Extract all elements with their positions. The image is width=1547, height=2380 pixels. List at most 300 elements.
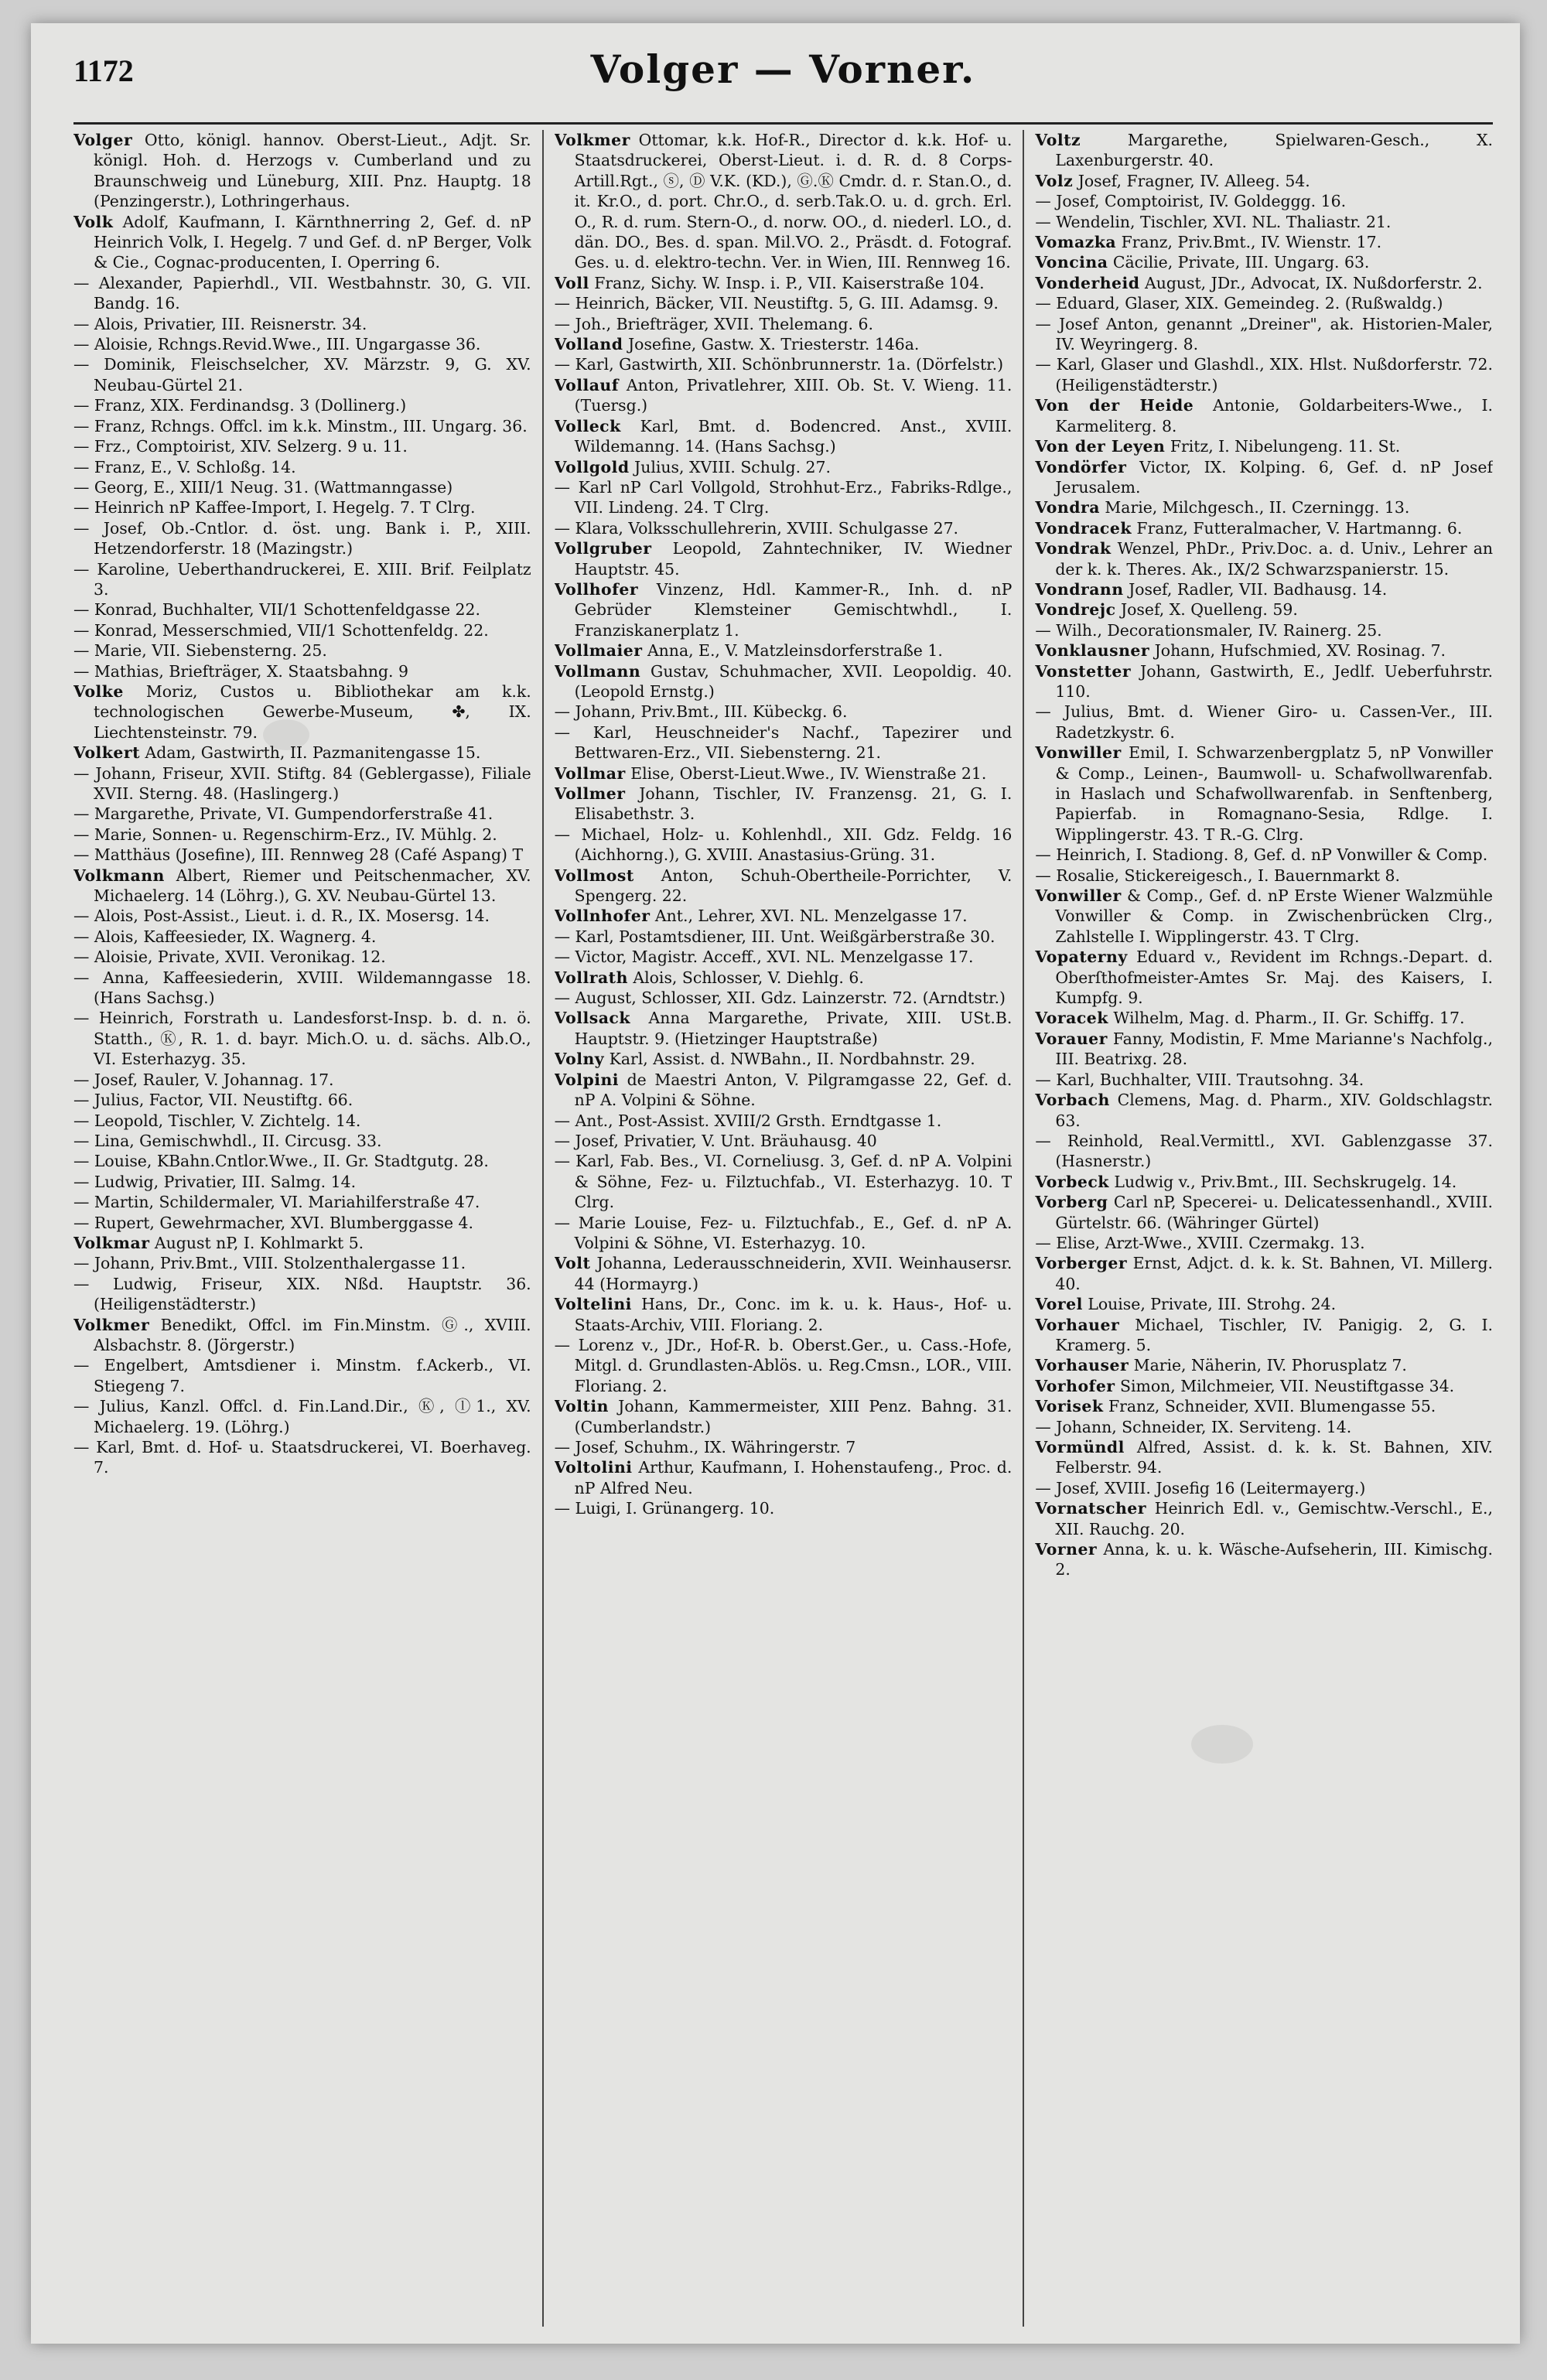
directory-entry	[73, 354, 531, 395]
entry-details: — Karl, Postamtsdiener, III. Unt. Weißgärberstraße 30.	[554, 927, 995, 946]
directory-entry	[1035, 1192, 1493, 1233]
directory-entry	[73, 825, 531, 845]
entry-details: — Alois, Kaffeesieder, IX. Wagnerg. 4.	[73, 927, 377, 946]
directory-entry	[73, 130, 531, 212]
directory-entry	[73, 212, 531, 273]
entry-details: — Ludwig, Friseur, XIX. Nßd. Hauptstr. 36. (Heiligenstädterstr.)	[73, 1274, 531, 1314]
directory-entry	[555, 477, 1013, 518]
directory-entry	[1035, 1498, 1493, 1539]
directory-entry	[73, 661, 531, 681]
entry-details: — Joh., Briefträger, XVII. Thelemang. 6.	[554, 314, 873, 333]
entry-details: August, JDr., Advocat, IX. Nußdorferstr. 2.	[1139, 273, 1483, 292]
entry-details: — Josef, Schuhm., IX. Währingerstr. 7	[554, 1438, 856, 1456]
column-1	[73, 130, 531, 2327]
entry-details: — Marie, Sonnen- u. Regenschirm-Erz., IV. Mühlg. 2.	[73, 825, 497, 844]
entry-details: & Comp., Gef. d. nP Erste Wiener Walzmühle Vonwiller & Comp. in Zwischenbrücken Clrg., Zahlstelle I. Wipplingerstr. 43. T Clrg.	[1055, 886, 1494, 946]
entry-details: — Dominik, Fleischselcher, XV. Märzstr. 9, G. XV. Neubau-Gürtel 21.	[73, 355, 531, 394]
entry-details: Johann, Kammermeister, XIII Penz. Bahng. 31. (Cumberlandstr.)	[574, 1397, 1013, 1436]
entry-details: Johann, Hufschmied, XV. Rosinag. 7.	[1149, 641, 1446, 661]
directory-entry	[1035, 579, 1493, 599]
entry-details: Anton, Schuh-Obertheile-Porrichter, V. Spengerg. 22.	[574, 866, 1013, 906]
directory-entry	[1035, 1539, 1493, 1580]
directory-entry	[555, 1111, 1013, 1131]
directory-entry	[1035, 640, 1493, 661]
entry-details: Moriz, Custos u. Bibliothekar am k.k. technologischen Gewerbe-Museum, ✤, IX. Liechtensteinstr. 79.	[94, 681, 531, 742]
directory-entry	[555, 1253, 1013, 1294]
entry-details: Josef, Fragner, IV. Alleeg. 54.	[1073, 171, 1310, 190]
entry-details: Anna Margarethe, Private, XIII. USt.B. Hauptstr. 9. (Hietzinger Hauptstraße)	[574, 1009, 1013, 1048]
entry-details: Antonie, Goldarbeiters-Wwe., I. Karmeliterg. 8.	[1055, 396, 1494, 435]
entry-details: August nP, I. Kohlmarkt 5.	[149, 1233, 364, 1252]
column-2	[555, 130, 1013, 2327]
entry-surname: Vorhofer	[1035, 1376, 1115, 1395]
directory-entry	[73, 1111, 531, 1131]
entry-details: Gustav, Schuhmacher, XVII. Leopoldig. 40. (Leopold Ernstg.)	[574, 661, 1013, 701]
entry-details: Eduard v., Revident im Rchngs.-Depart. d. Oberſthofmeister-Amtes Sr. Maj. des Kaisers, I. Kumpfg. 9.	[1055, 948, 1494, 1008]
entry-surname: Von der Leyen	[1035, 437, 1166, 456]
entry-surname: Vorner	[1035, 1540, 1098, 1559]
entry-details: — Alexander, Papierhdl., VII. Westbahnstr. 30, G. VII. Bandg. 16.	[73, 273, 531, 313]
directory-entry	[555, 1070, 1013, 1111]
directory-entry	[555, 273, 1013, 293]
entry-surname: Vondrejc	[1035, 600, 1116, 620]
entry-surname: Voltolini	[554, 1458, 633, 1477]
directory-entry	[1035, 497, 1493, 517]
directory-entry	[1035, 130, 1493, 171]
entry-details: — Marie Louise, Fez- u. Filztuchfab., E., Gef. d. nP A. Volpini & Söhne, VI. Esterhazyg. 10.	[554, 1213, 1013, 1252]
entry-details: — Karl, Bmt. d. Hof- u. Staatsdruckerei, VI. Boerhaveg. 7.	[73, 1438, 531, 1477]
directory-entry	[555, 416, 1013, 457]
entry-surname: Volland	[554, 335, 623, 354]
directory-entry	[73, 1315, 531, 1356]
directory-entry	[1035, 1070, 1493, 1090]
directory-entry	[1035, 314, 1493, 355]
directory-entry	[555, 293, 1013, 313]
entry-details: — Julius, Factor, VII. Neustiftg. 66.	[73, 1091, 353, 1110]
entry-details: — Franz, E., V. Schloßg. 14.	[73, 457, 296, 476]
entry-surname: Volger	[73, 131, 133, 149]
entry-surname: Vomazka	[1035, 233, 1117, 252]
entry-details: Carl nP, Specerei- u. Delicatessenhandl., XVIII. Gürtelstr. 66. (Währinger Gürtel)	[1055, 1193, 1494, 1232]
directory-entry	[73, 1008, 531, 1069]
directory-entry	[555, 1437, 1013, 1457]
directory-entry	[73, 1172, 531, 1192]
directory-entry	[73, 620, 531, 640]
entry-details: Ludwig v., Priv.Bmt., III. Sechskrugelg. 14.	[1108, 1172, 1457, 1191]
directory-entry	[73, 1355, 531, 1396]
directory-entry	[555, 1457, 1013, 1498]
directory-entry	[73, 1213, 531, 1233]
entry-details: Vinzenz, Hdl. Kammer-R., Inh. d. nP Gebrüder Klemsteiner Gemischtwhdl., I. Franziskanerplatz 1.	[574, 579, 1013, 640]
directory-entry	[555, 130, 1013, 273]
entry-details: — Johann, Priv.Bmt., VIII. Stolzenthalergasse 11.	[73, 1254, 466, 1273]
entry-surname: Volz	[1035, 171, 1074, 190]
entry-details: Franz, Futteralmacher, V. Hartmanng. 6.	[1131, 518, 1463, 538]
entry-surname: Voracek	[1035, 1009, 1108, 1028]
entry-surname: Von der Heide	[1035, 396, 1194, 415]
entry-surname: Vorberg	[1035, 1193, 1108, 1212]
entry-details: Emil, I. Schwarzenbergplatz 5, nP Vonwiller & Comp., Leinen-, Baumwoll- u. Schafwollwarenfab. in Haslach und Schafwollwarenfab. in Senftenberg, Papierfab. in Romagnano-Sesia, Rdlge. I. Wipplingerstr. 43. T R.-G. Clrg.	[1055, 743, 1494, 844]
entry-surname: Vorbeck	[1035, 1172, 1109, 1191]
directory-entry	[1035, 395, 1493, 436]
entry-details: Josef, Radler, VII. Badhausg. 14.	[1123, 579, 1388, 599]
entry-details: Fritz, I. Nibelungeng. 11. St.	[1165, 437, 1401, 456]
directory-entry	[73, 804, 531, 824]
entry-surname: Vollgold	[554, 457, 630, 476]
entry-details: Heinrich Edl. v., Gemischtw.-Verschl., E., XII. Rauchg. 20.	[1055, 1499, 1494, 1538]
directory-entry	[1035, 191, 1493, 211]
directory-entry	[555, 1151, 1013, 1212]
directory-entry	[1035, 1029, 1493, 1070]
entry-details: — Julius, Bmt. d. Wiener Giro- u. Cassen-Ver., III. Radetzkystr. 6.	[1035, 702, 1494, 742]
entry-surname: Vornatscher	[1035, 1499, 1147, 1518]
entry-details: — Anna, Kaffeesiederin, XVIII. Wildemanngasse 18. (Hans Sachsg.)	[73, 968, 531, 1008]
entry-details: — Engelbert, Amtsdiener i. Minstm. f.Ackerb., VI. Stiegeng 7.	[73, 1356, 531, 1395]
entry-surname: Vonwiller	[1035, 886, 1122, 906]
directory-entry	[555, 579, 1013, 640]
entry-details: Franz, Sichy. W. Insp. i. P., VII. Kaiserstraße 104.	[589, 273, 985, 292]
entry-details: — Johann, Schneider, IX. Serviteng. 14.	[1035, 1417, 1352, 1436]
directory-entry	[73, 845, 531, 865]
directory-entry	[555, 1131, 1013, 1151]
entry-details: — Michael, Holz- u. Kohlenhdl., XII. Gdz. Feldg. 16 (Aichhorng.), G. XVIII. Anastasius-Grüng. 31.	[554, 825, 1013, 865]
entry-details: — Eduard, Glaser, XIX. Gemeindeg. 2. (Rußwaldg.)	[1035, 294, 1443, 313]
directory-entry	[555, 947, 1013, 967]
directory-entry	[73, 743, 531, 763]
entry-details: Josefine, Gastw. X. Triesterstr. 146a.	[623, 335, 920, 354]
directory-entry	[555, 375, 1013, 416]
directory-entry	[555, 968, 1013, 988]
entry-details: Josef, X. Quelleng. 59.	[1115, 600, 1298, 620]
entry-details: Adolf, Kaufmann, I. Kärnthnerring 2, Gef. d. nP Heinrich Volk, I. Hegelg. 7 und Gef. d. nP Berger, Volk & Cie., Cognac-producenten, I. Operring 6.	[94, 212, 531, 272]
directory-entry	[73, 1437, 531, 1478]
entry-details: — Josef, Ob.-Cntlor. d. öst. ung. Bank i. P., XIII. Hetzendorferstr. 18 (Mazingstr.)	[73, 518, 531, 558]
directory-entry	[73, 599, 531, 620]
directory-entry	[555, 784, 1013, 825]
directory-entry	[73, 457, 531, 477]
directory-entry	[1035, 1376, 1493, 1396]
entry-details: Fanny, Modistin, F. Mme Marianne's Nachfolg., III. Beatrixg. 28.	[1055, 1029, 1494, 1069]
directory-page	[31, 23, 1520, 2344]
directory-entry	[555, 538, 1013, 579]
entry-surname: Volt	[554, 1254, 591, 1273]
entry-details: Louise, Private, III. Strohg. 24.	[1082, 1295, 1337, 1314]
entry-details: — Aloisie, Rchngs.Revid.Wwe., III. Ungargasse 36.	[73, 335, 481, 354]
entry-details: — Josef, XVIII. Josefig 16 (Leitermayerg.)	[1035, 1478, 1366, 1497]
directory-entry	[1035, 743, 1493, 845]
directory-entry	[73, 681, 531, 743]
directory-entry	[1035, 866, 1493, 886]
entry-surname: Vopaterny	[1035, 948, 1128, 967]
entry-details: Wenzel, PhDr., Priv.Doc. a. d. Univ., Lehrer an der k. k. Theres. Ak., IX/2 Schwarzspanierstr. 15.	[1055, 539, 1494, 579]
entry-surname: Volk	[73, 212, 114, 231]
entry-details: — Alois, Privatier, III. Reisnerstr. 34.	[73, 314, 367, 333]
entry-surname: Volke	[73, 681, 124, 701]
directory-entry	[73, 395, 531, 415]
entry-details: Julius, XVIII. Schulg. 27.	[629, 457, 831, 476]
entry-details: Johann, Gastwirth, E., Jedlf. Ueberfuhrstr. 110.	[1055, 661, 1494, 701]
entry-details: Karl, Bmt. d. Bodencred. Anst., XVIII. Wildemanng. 14. (Hans Sachsg.)	[574, 416, 1013, 456]
entry-details: Hans, Dr., Conc. im k. u. k. Haus-, Hof- u. Staats-Archiv, VIII. Floriang. 2.	[574, 1295, 1013, 1334]
directory-entry	[1035, 661, 1493, 702]
entry-details: — Josef, Rauler, V. Johannag. 17.	[73, 1070, 334, 1089]
directory-entry	[555, 702, 1013, 722]
entry-details: Clemens, Mag. d. Pharm., XIV. Goldschlagstr. 63.	[1055, 1091, 1494, 1130]
directory-entry	[1035, 1315, 1493, 1356]
directory-entry	[73, 334, 531, 354]
entry-surname: Vorel	[1035, 1295, 1083, 1314]
directory-entry	[73, 866, 531, 907]
entry-surname: Vorhauer	[1035, 1315, 1120, 1334]
entry-details: — Wendelin, Tischler, XVI. NL. Thaliastr. 21.	[1035, 212, 1392, 231]
directory-entry	[555, 457, 1013, 477]
directory-entry	[1035, 518, 1493, 538]
directory-entry	[555, 661, 1013, 702]
entry-details: — Ludwig, Privatier, III. Salmg. 14.	[73, 1172, 357, 1191]
directory-entry	[73, 273, 531, 314]
directory-entry	[1035, 947, 1493, 1008]
directory-entry	[73, 477, 531, 497]
directory-entry	[73, 436, 531, 456]
entry-details: — Karl, Glaser und Glashdl., XIX. Hlst. Nußdorferstr. 72. (Heiligenstädterstr.)	[1035, 355, 1494, 394]
directory-entry	[1035, 1172, 1493, 1192]
entry-details: de Maestri Anton, V. Pilgramgasse 22, Gef. d. nP A. Volpini & Söhne.	[574, 1070, 1013, 1110]
entry-details: — Alois, Post-Assist., Lieut. i. d. R., IX. Mosersg. 14.	[73, 907, 490, 926]
entry-surname: Vonwiller	[1035, 743, 1122, 763]
entry-surname: Vorberger	[1035, 1254, 1128, 1273]
entry-details: — Heinrich nP Kaffee-Import, I. Hegelg. 7. T Clrg.	[73, 498, 476, 517]
entry-surname: Voncina	[1035, 253, 1108, 272]
directory-entry	[73, 314, 531, 334]
directory-entry	[73, 1396, 531, 1437]
directory-entry	[73, 640, 531, 661]
directory-entry	[555, 518, 1013, 538]
entry-details: — August, Schlosser, XII. Gdz. Lainzerstr. 72. (Arndtstr.)	[554, 989, 1006, 1008]
directory-entry	[1035, 252, 1493, 272]
entry-details: — Josef, Privatier, V. Unt. Bräuhausg. 40	[554, 1131, 877, 1150]
entry-details: — Victor, Magistr. Acceff., XVI. NL. Menzelgasse 17.	[554, 948, 974, 967]
directory-entry	[1035, 457, 1493, 498]
column-divider	[1023, 130, 1024, 2327]
entry-details: Otto, königl. hannov. Oberst-Lieut., Adjt. Sr. königl. Hoh. d. Herzogs v. Cumberland und zu Braunschweig und Lüneburg, XIII. Pnz. Hauptg. 18 (Penzingerstr.), Lothringerhaus.	[94, 131, 531, 211]
entry-details: Michael, Tischler, IV. Panigig. 2, G. I. Kramerg. 5.	[1055, 1315, 1494, 1354]
directory-entry	[73, 1274, 531, 1315]
entry-details: Franz, Priv.Bmt., IV. Wienstr. 17.	[1116, 233, 1382, 252]
entry-surname: Vondra	[1035, 498, 1100, 517]
entry-surname: Vollmer	[554, 784, 626, 803]
directory-entry	[555, 1396, 1013, 1437]
directory-entry	[555, 722, 1013, 763]
directory-entry	[73, 1253, 531, 1273]
entry-details: — Karoline, Ueberthandruckerei, E. XIII. Brif. Feilplatz 3.	[73, 559, 531, 599]
entry-details: — Luigi, I. Grünangerg. 10.	[554, 1499, 775, 1518]
entry-details: — Karl, Gastwirth, XII. Schönbrunnerstr. 1a. (Dörfelstr.)	[554, 355, 1004, 374]
entry-details: Benedikt, Offcl. im Fin.Minstm. Ⓖ., XVIII. Alsbachstr. 8. (Jörgerstr.)	[94, 1315, 531, 1354]
directory-entry	[73, 1233, 531, 1253]
directory-entry	[555, 354, 1013, 374]
entry-surname: Vonstetter	[1035, 661, 1132, 681]
entry-surname: Volpini	[554, 1070, 620, 1089]
entry-surname: Vonderheid	[1035, 273, 1140, 292]
entry-details: — Lina, Gemischwhdl., II. Circusg. 33.	[73, 1131, 382, 1150]
directory-entry	[73, 1151, 531, 1171]
entry-surname: Vollmost	[554, 866, 634, 885]
directory-entry	[1035, 1294, 1493, 1314]
entry-details: — Marie, VII. Siebensterng. 25.	[73, 641, 327, 661]
directory-entry	[1035, 538, 1493, 579]
entry-details: Ottomar, k.k. Hof-R., Director d. k.k. Hof- u. Staatsdruckerei, Oberst-Lieut. i. d. R. d. 8 Corps-Artill.Rgt., ⓢ, Ⓓ V.K. (KD.), Ⓖ.Ⓚ Cmdr. d. r. Stan.O., d. it. Kr.O., d. port. Chr.O., d. serb.Tak.O. u. d. grch. Erl. O., R. d. rum. Stern-O., d. norw. OO., d. niederl. LO., d. dän. DO., Bes. d. span. Mil.VO. 2., Präsdt. d. Fotograf. Ges. u. d. elektro-techn. Ver. in Wien, III. Rennweg 16.	[574, 131, 1013, 272]
entry-surname: Volleck	[554, 416, 621, 435]
entry-details: Anna, k. u. k. Wäsche-Aufseherin, III. Kimischg. 2.	[1055, 1540, 1494, 1579]
directory-entry	[73, 416, 531, 436]
entry-surname: Vorhauser	[1035, 1356, 1129, 1375]
directory-entry	[73, 763, 531, 804]
directory-entry	[555, 825, 1013, 866]
directory-entry	[555, 640, 1013, 661]
directory-entry	[73, 1131, 531, 1151]
entry-surname: Vonklausner	[1035, 641, 1150, 661]
directory-entry	[1035, 273, 1493, 293]
entry-details: Marie, Milchgesch., II. Czerningg. 13.	[1099, 498, 1410, 517]
entry-details: — Mathias, Briefträger, X. Staatsbahng. 9	[73, 661, 408, 681]
header-rule	[73, 122, 1493, 125]
directory-entry	[555, 1049, 1013, 1069]
entry-details: — Frz., Comptoirist, XIV. Selzerg. 9 u. 11.	[73, 437, 408, 456]
entry-details: — Leopold, Tischler, V. Zichtelg. 14.	[73, 1111, 361, 1130]
directory-entry	[555, 314, 1013, 334]
directory-entry	[73, 1192, 531, 1212]
directory-entry	[73, 927, 531, 947]
entry-details: Franz, Schneider, XVII. Blumengasse 55.	[1103, 1397, 1436, 1416]
directory-entry	[1035, 1090, 1493, 1131]
entry-details: Ant., Lehrer, XVI. NL. Menzelgasse 17.	[650, 907, 968, 926]
entry-details: — Heinrich, Forstrath u. Landesforst-Insp. b. d. n. ö. Statth., Ⓚ, R. 1. d. bayr. Mich.O. u. d. sächs. Alb.O., VI. Esterhazyg. 35.	[73, 1009, 531, 1069]
running-head: Volger — Vorner.	[590, 46, 976, 92]
column-3	[1035, 130, 1493, 2327]
entry-surname: Vollrath	[554, 968, 628, 987]
entry-details: Leopold, Zahntechniker, IV. Wiedner Hauptstr. 45.	[574, 539, 1013, 579]
page-number: 1172	[73, 53, 134, 88]
directory-entry	[1035, 212, 1493, 232]
entry-details: — Martin, Schildermaler, VI. Mariahilferstraße 47.	[73, 1193, 480, 1212]
directory-entry	[555, 334, 1013, 354]
entry-surname: Volny	[554, 1050, 605, 1069]
entry-details: Adam, Gastwirth, II. Pazmanitengasse 15.	[140, 743, 481, 763]
directory-entry	[555, 866, 1013, 907]
directory-entry	[73, 1090, 531, 1110]
entry-details: Anton, Privatlehrer, XIII. Ob. St. V. Wieng. 11. (Tuersg.)	[574, 375, 1013, 415]
entry-surname: Vondrann	[1035, 579, 1124, 599]
directory-entry	[555, 1498, 1013, 1518]
entry-details: — Klara, Volksschullehrerin, XVIII. Schulgasse 27.	[554, 518, 959, 538]
entry-surname: Vorisek	[1035, 1397, 1104, 1416]
entry-details: — Aloisie, Private, XVII. Veronikag. 12.	[73, 948, 386, 967]
entry-surname: Vormündl	[1035, 1438, 1125, 1456]
entry-details: — Julius, Kanzl. Offcl. d. Fin.Land.Dir., Ⓚ, ⓛ1., XV. Michaelerg. 19. (Löhrg.)	[73, 1397, 531, 1436]
directory-entry	[1035, 1233, 1493, 1253]
directory-entry	[73, 968, 531, 1009]
entry-details: Margarethe, Spielwaren-Gesch., X. Laxenburgerstr. 40.	[1055, 131, 1494, 170]
directory-entry	[555, 1213, 1013, 1254]
directory-entry	[555, 1294, 1013, 1335]
entry-details: — Karl nP Carl Vollgold, Strohhut-Erz., Fabriks-Rdlge., VII. Lindeng. 24. T Clrg.	[554, 477, 1013, 517]
directory-entry	[1035, 845, 1493, 865]
entry-surname: Vollsack	[554, 1009, 630, 1028]
entry-details: — Ant., Post-Assist. XVIII/2 Grsth. Erndtgasse 1.	[554, 1111, 942, 1130]
entry-surname: Volkmar	[73, 1233, 150, 1252]
entry-details: Victor, IX. Kolping. 6, Gef. d. nP Josef Jerusalem.	[1055, 457, 1494, 497]
entry-details: — Johann, Friseur, XVII. Stiftg. 84 (Geblergasse), Filiale XVII. Sterng. 48. (Haslingerg.)	[73, 763, 531, 803]
directory-entry	[1035, 1131, 1493, 1172]
directory-entry	[1035, 1253, 1493, 1294]
entry-surname: Vorbach	[1035, 1091, 1110, 1110]
directory-entry	[73, 947, 531, 967]
entry-details: Alois, Schlosser, V. Diehlg. 6.	[627, 968, 864, 987]
entry-details: Cäcilie, Private, III. Ungarg. 63.	[1108, 253, 1370, 272]
entry-details: — Georg, E., XIII/1 Neug. 31. (Wattmanngasse)	[73, 477, 453, 497]
directory-entry	[1035, 1417, 1493, 1437]
entry-details: — Matthäus (Josefine), III. Rennweg 28 (Café Aspang) T	[73, 845, 524, 865]
entry-details: — Konrad, Messerschmied, VII/1 Schottenfeldg. 22.	[73, 620, 489, 640]
directory-entry	[73, 559, 531, 600]
directory-entry	[1035, 1008, 1493, 1028]
entry-details: — Josef Anton, genannt „Dreiner", ak. Historien-Maler, IV. Weyringerg. 8.	[1035, 314, 1494, 354]
directory-entry	[1035, 1396, 1493, 1416]
entry-surname: Volkmer	[554, 131, 630, 149]
directory-entry	[1035, 886, 1493, 947]
entry-details: — Josef, Comptoirist, IV. Goldeggg. 16.	[1035, 192, 1347, 211]
entry-details: — Karl, Buchhalter, VIII. Trautsohng. 34.	[1035, 1070, 1364, 1089]
entry-surname: Vollauf	[554, 375, 620, 394]
entry-details: Anna, E., V. Matzleinsdorferstraße 1.	[642, 641, 943, 661]
entry-surname: Volkmer	[73, 1315, 150, 1334]
entry-details: — Karl, Fab. Bes., VI. Corneliusg. 3, Gef. d. nP A. Volpini & Söhne, Fez- u. Filztuchfab., VI. Esterhazyg. 10. T Clrg.	[554, 1152, 1013, 1212]
entry-surname: Vollhofer	[554, 579, 639, 599]
entry-surname: Vondörfer	[1035, 457, 1127, 476]
entry-details: Johanna, Lederausschneiderin, XVII. Weinhausersr. 44 (Hormayrg.)	[574, 1254, 1013, 1293]
entry-details: — Rosalie, Stickereigesch., I. Bauernmarkt 8.	[1035, 866, 1400, 885]
entry-surname: Vollmar	[554, 763, 626, 783]
entry-details: — Heinrich, Bäcker, VII. Neustiftg. 5, G. III. Adamsg. 9.	[554, 294, 999, 313]
directory-entry	[73, 518, 531, 559]
directory-entry	[1035, 354, 1493, 395]
entry-surname: Voll	[554, 273, 589, 292]
directory-entry	[1035, 599, 1493, 620]
entry-details: Ernst, Adjct. d. k. k. St. Bahnen, VI. Millerg. 40.	[1055, 1254, 1494, 1293]
directory-entry	[73, 497, 531, 517]
column-divider	[542, 130, 544, 2327]
directory-entry	[555, 988, 1013, 1008]
entry-details: — Margarethe, Private, VI. Gumpendorferstraße 41.	[73, 804, 493, 824]
entry-details: Marie, Näherin, IV. Phorusplatz 7.	[1129, 1356, 1407, 1375]
entry-details: — Lorenz v., JDr., Hof-R. b. Oberst.Ger., u. Cass.-Hofe, Mitgl. d. Grundlasten-Ablös. u. Reg.Cmsn., LOR., VIII. Floriang. 2.	[554, 1335, 1013, 1395]
entry-surname: Vondracek	[1035, 518, 1132, 538]
entry-details: Karl, Assist. d. NWBahn., II. Nordbahnstr. 29.	[604, 1050, 975, 1069]
entry-surname: Volkmann	[73, 866, 165, 885]
directory-entry	[555, 763, 1013, 784]
entry-details: Elise, Oberst-Lieut.Wwe., IV. Wienstraße 21.	[625, 763, 987, 783]
entry-details: Simon, Milchmeier, VII. Neustiftgasse 34.	[1115, 1376, 1455, 1395]
entry-details: — Heinrich, I. Stadiong. 8, Gef. d. nP Vonwiller & Comp.	[1035, 845, 1488, 865]
directory-entry	[1035, 232, 1493, 252]
entry-details: Arthur, Kaufmann, I. Hohenstaufeng., Proc. d. nP Alfred Neu.	[574, 1458, 1013, 1497]
directory-entry	[1035, 1437, 1493, 1478]
directory-entry	[555, 927, 1013, 947]
entry-details: — Franz, XIX. Ferdinandsg. 3 (Dollinerg.)	[73, 396, 407, 415]
entry-details: — Konrad, Buchhalter, VII/1 Schottenfeldgasse 22.	[73, 600, 480, 620]
directory-entry	[1035, 620, 1493, 640]
entry-surname: Vorauer	[1035, 1029, 1108, 1048]
